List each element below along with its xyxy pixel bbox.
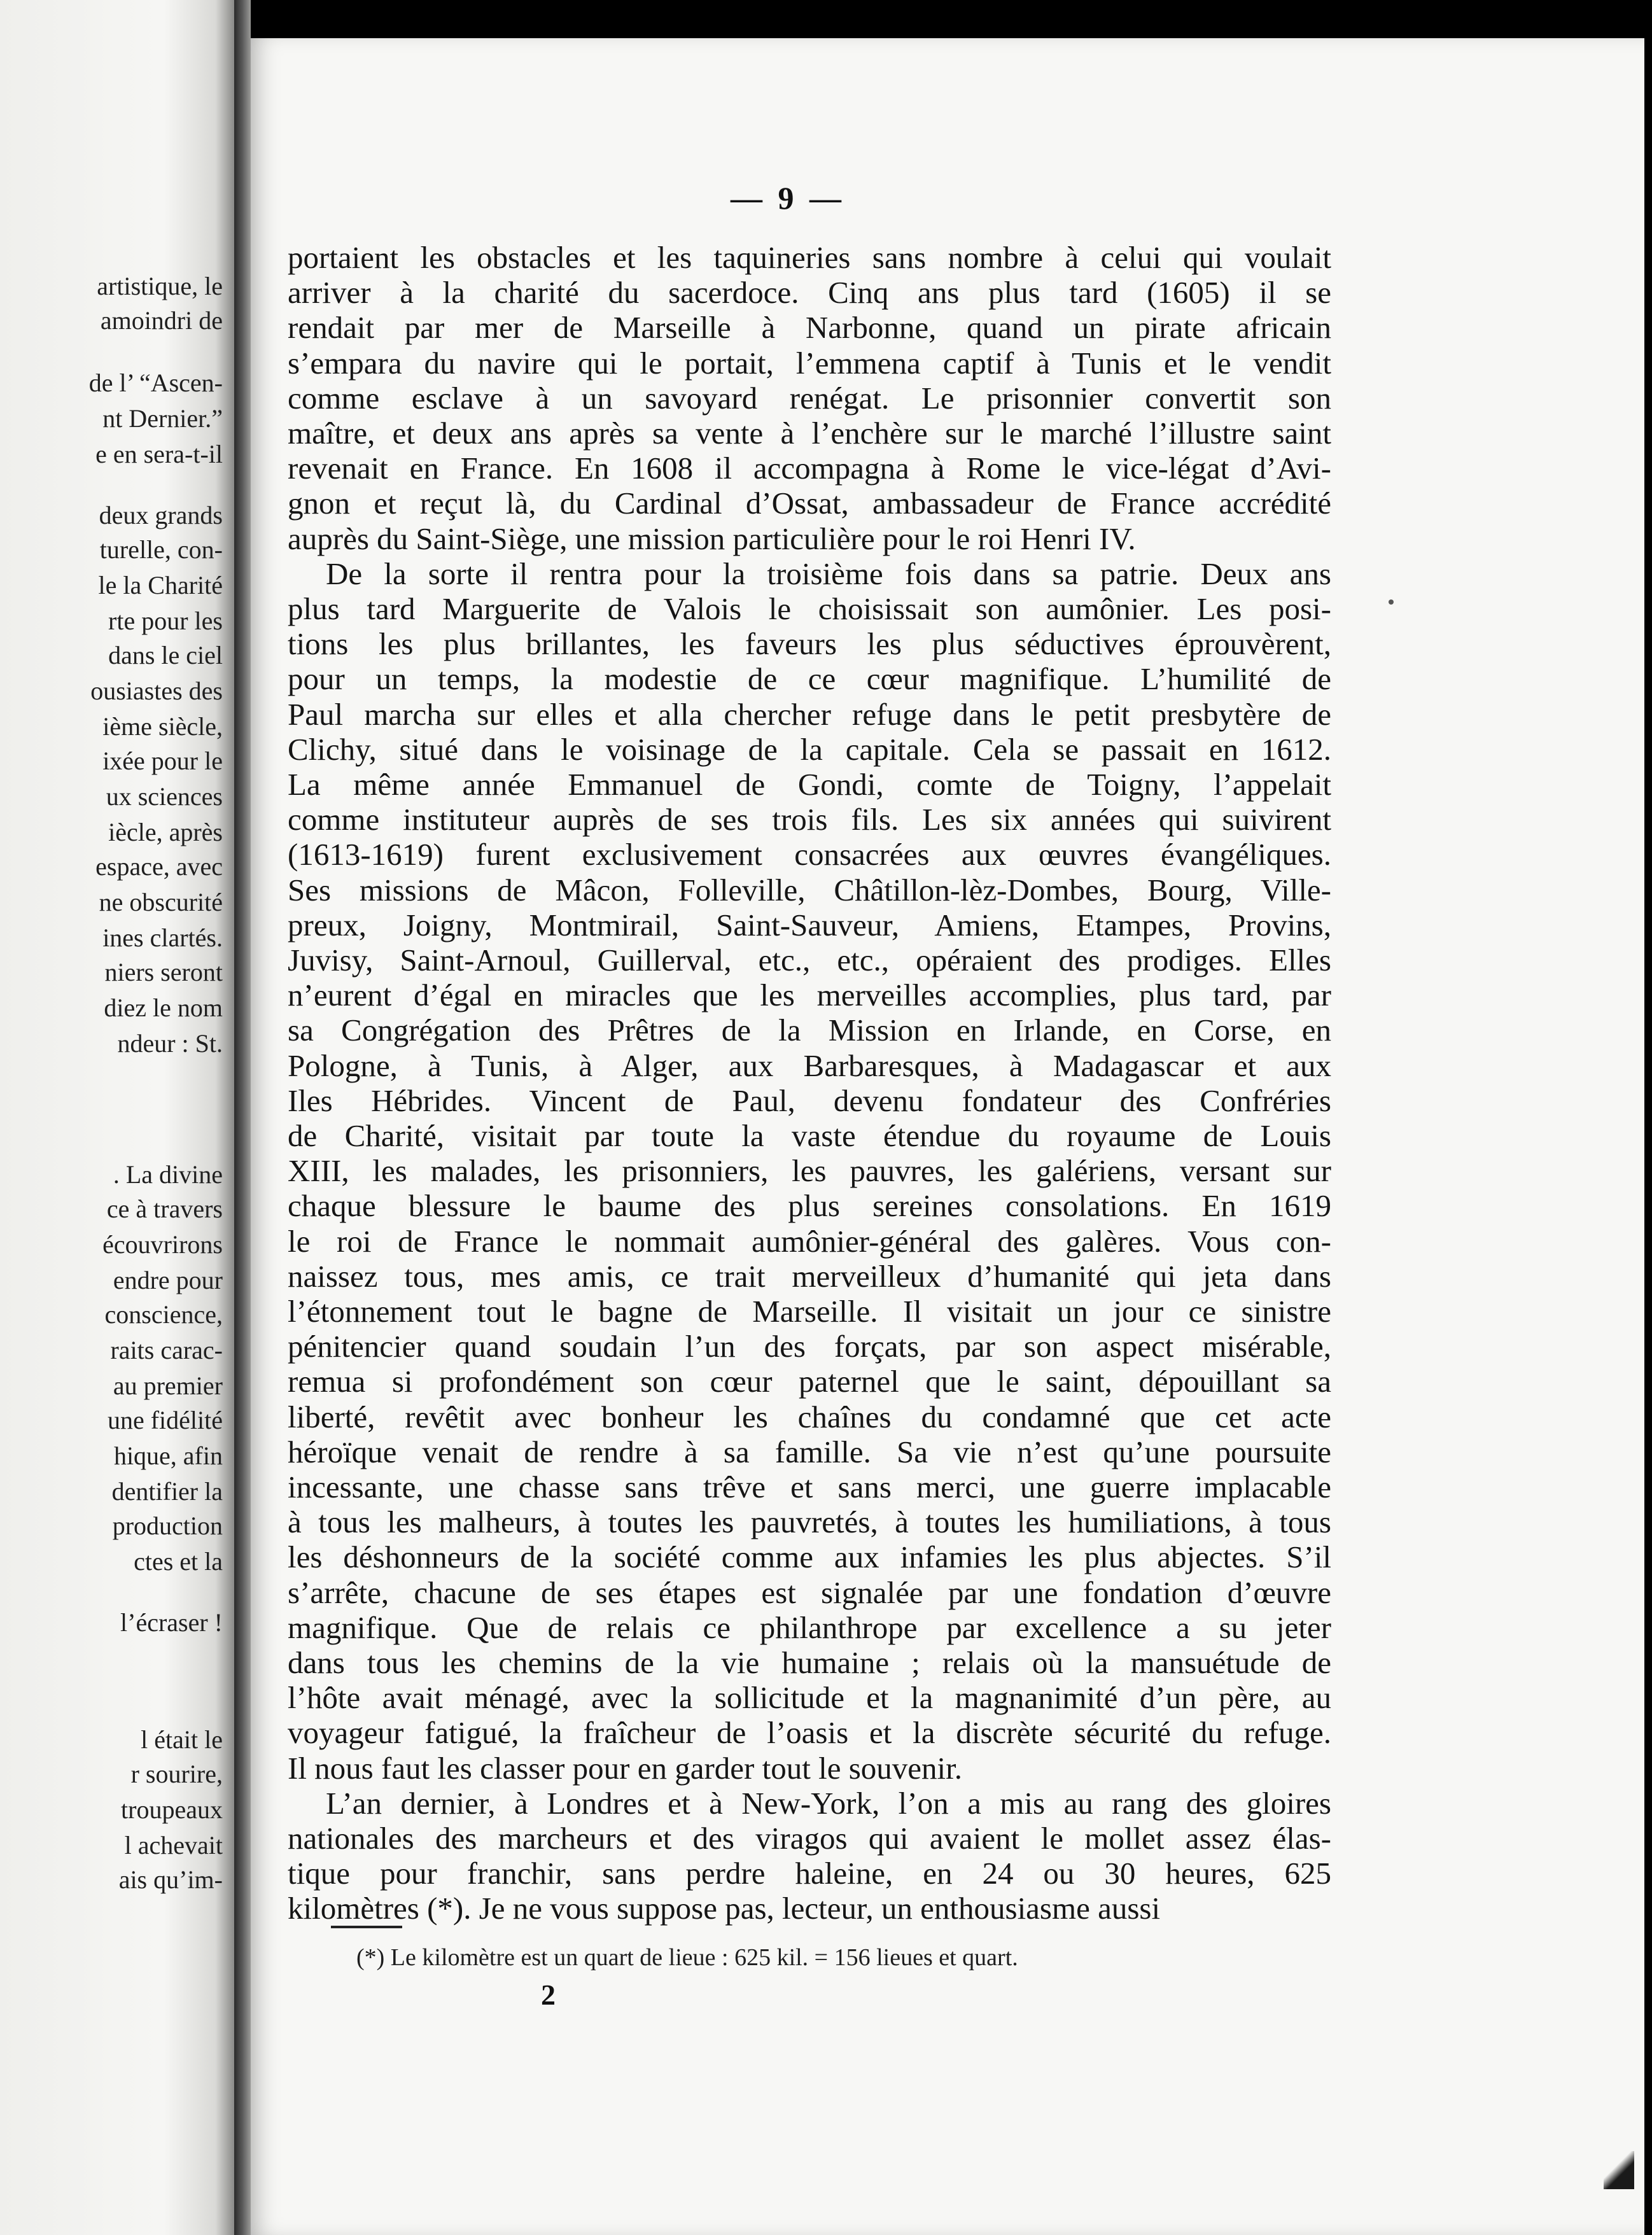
text-line: kilomètres (*). Je ne vous suppose pas, lecteur, un enthousiasme aussi — [288, 1891, 1161, 1926]
text-line: les déshonneurs de la société comme aux infamies les plus abjectes. S’il — [288, 1539, 1331, 1575]
text-line: revenait en France. En 1608 il accompagna à Rome le vice-légat d’Avi- — [288, 451, 1331, 486]
text-line: dans tous les chemins de la vie humaine ; relais où la mansuétude de — [288, 1645, 1331, 1680]
text-line: s’empara du navire qui le portait, l’emmena captif à Tunis et le vendit — [288, 345, 1331, 381]
text-line: s’arrête, chacune de ses étapes est signalée par une fondation d’œuvre — [288, 1574, 1331, 1610]
text-line: nationales des marcheurs et des viragos qui avaient le mollet assez élas- — [288, 1821, 1331, 1856]
text-line: comme instituteur auprès de ses trois fils. Les six années qui suivirent — [288, 802, 1331, 837]
text-line: (1613-1619) furent exclusivement consacrées aux œuvres évangéliques. — [288, 837, 1331, 872]
text-line: Ses missions de Mâcon, Folleville, Châtillon-lèz-Dombes, Bourg, Ville- — [288, 872, 1331, 907]
left-page-line: deux grands — [99, 501, 223, 529]
text-line: naissez tous, mes amis, ce trait merveilleux d’humanité qui jeta dans — [288, 1258, 1331, 1294]
left-page-line: ctes et la — [134, 1547, 223, 1576]
left-page-line: ième siècle, — [102, 712, 223, 741]
text-line: n’eurent d’égal en miracles que les merveilles accomplies, plus tard, par — [288, 977, 1331, 1013]
left-facing-page — [0, 0, 234, 2235]
left-page-line: l achevait — [124, 1831, 223, 1860]
text-line: tique pour franchir, sans perdre haleine, en 24 ou 30 heures, 625 — [288, 1856, 1331, 1891]
left-page-line: raits carac- — [110, 1336, 223, 1364]
page-corner-shadow — [1604, 2151, 1634, 2189]
text-line: magnifique. Que de relais ce philanthrope par excellence a su jeter — [288, 1609, 1331, 1645]
text-line: maître, et deux ans après sa vente à l’enchère sur le marché l’illustre saint — [288, 416, 1331, 451]
text-line: L’an dernier, à Londres et à New-York, l’on a mis au rang des gloires — [326, 1785, 1331, 1821]
text-line: La même année Emmanuel de Gondi, comte de Toigny, l’appelait — [288, 767, 1331, 802]
left-page-line: dans le ciel — [108, 641, 223, 669]
text-line: De la sorte il rentra pour la troisième fois dans sa patrie. Deux ans — [326, 556, 1331, 591]
text-line: Clichy, situé dans le voisinage de la capitale. Cela se passait en 1612. — [288, 731, 1331, 767]
text-line: Il nous faut les classer pour en garder tout le souvenir. — [288, 1750, 963, 1786]
text-line: auprès du Saint-Siège, une mission particulière pour le roi Henri IV. — [288, 521, 1136, 556]
page-number: — 9 — — [731, 180, 845, 216]
left-page-line: ne obscurité — [99, 888, 223, 916]
text-line: gnon et reçut là, du Cardinal d’Ossat, ambassadeur de France accrédité — [288, 486, 1331, 521]
signature-mark: 2 — [541, 1979, 556, 2011]
text-line: incessante, une chasse sans trêve et sans merci, une guerre implacable — [288, 1469, 1331, 1504]
text-line: pénitencier quand soudain l’un des forçats, par son aspect misérable, — [288, 1329, 1331, 1364]
left-page-line: diez le nom — [104, 993, 223, 1022]
left-page-line: ndeur : St. — [117, 1029, 223, 1058]
text-line: plus tard Marguerite de Valois le choisissait son aumônier. Les posi- — [288, 591, 1331, 626]
left-page-line: iècle, après — [108, 818, 223, 846]
left-page-line: au premier — [113, 1371, 223, 1400]
text-line: pour un temps, la modestie de ce cœur magnifique. L’humilité de — [288, 661, 1331, 697]
left-page-line: l était le — [141, 1725, 223, 1754]
left-page-line: ines clartés. — [102, 923, 223, 952]
left-page-line: amoindri de — [100, 306, 223, 335]
text-line: l’étonnement tout le bagne de Marseille. Il visitait un jour ce sinistre — [288, 1294, 1331, 1329]
text-line: chaque blessure le baume des plus sereines consolations. En 1619 — [288, 1188, 1331, 1224]
left-page-line: ousiastes des — [90, 676, 223, 705]
left-page-line: . La divine — [113, 1160, 223, 1189]
left-page-line: nt Dernier.” — [102, 404, 223, 433]
left-page-line: le la Charité — [98, 571, 223, 599]
text-line: arriver à la charité du sacerdoce. Cinq ans plus tard (1605) il se — [288, 275, 1331, 311]
left-page-line: artistique, le — [97, 272, 223, 300]
text-line: l’hôte avait ménagé, avec la sollicitude et la magnanimité d’un père, au — [288, 1680, 1331, 1716]
left-page-line: dentifier la — [111, 1477, 223, 1506]
text-line: à tous les malheurs, à toutes les pauvretés, à toutes les humiliations, à tous — [288, 1504, 1331, 1540]
text-line: de Charité, visitait par toute la vaste étendue du royaume de Louis — [288, 1118, 1331, 1153]
text-line: Paul marcha sur elles et alla chercher refuge dans le petit presbytère de — [288, 696, 1331, 732]
text-line: sa Congrégation des Prêtres de la Mission en Irlande, en Corse, en — [288, 1012, 1331, 1048]
left-page-line: ux sciences — [106, 782, 223, 811]
left-page-line: r sourire, — [130, 1760, 223, 1788]
book-gutter — [234, 0, 251, 2235]
left-page-line: ais qu’im- — [118, 1865, 223, 1894]
text-line: le roi de France le nommait aumônier-général des galères. Vous con- — [288, 1223, 1331, 1259]
text-line: voyageur fatigué, la fraîcheur de l’oasis et la discrète sécurité du refuge. — [288, 1715, 1331, 1751]
left-page-line: l’écraser ! — [120, 1608, 223, 1637]
footnote-rule — [331, 1926, 402, 1928]
left-page-line: niers seront — [104, 958, 223, 986]
text-line: Juvisy, Saint-Arnoul, Guillerval, etc., etc., opéraient des prodiges. Elles — [288, 942, 1331, 977]
left-page-line: ce à travers — [106, 1195, 223, 1223]
text-line: Pologne, à Tunis, à Alger, aux Barbaresques, à Madagascar et aux — [288, 1047, 1331, 1083]
left-page-shading — [0, 0, 234, 2235]
left-page-line: hique, afin — [113, 1441, 223, 1470]
text-line: Iles Hébrides. Vincent de Paul, devenu fondateur des Confréries — [288, 1082, 1331, 1118]
left-page-line: espace, avec — [95, 852, 223, 881]
left-page-line: production — [112, 1511, 223, 1540]
left-page-line: endre pour — [113, 1266, 223, 1294]
text-line: comme esclave à un savoyard renégat. Le prisonnier convertit son — [288, 380, 1331, 416]
text-line: portaient les obstacles et les taquineries sans nombre à celui qui voulait — [288, 240, 1331, 275]
text-line: rendait par mer de Marseille à Narbonne, quand un pirate africain — [288, 310, 1331, 346]
left-page-line: turelle, con- — [99, 535, 223, 564]
left-page-line: une fidélité — [107, 1406, 223, 1434]
text-line: tions les plus brillantes, les faveurs les plus séductives éprouvèrent, — [288, 626, 1331, 662]
left-page-line: ixée pour le — [102, 746, 223, 775]
text-line: preux, Joigny, Montmirail, Saint-Sauveur, Amiens, Etampes, Provins, — [288, 907, 1331, 942]
text-line: remua si profondément son cœur paternel que le saint, dépouillant sa — [288, 1364, 1331, 1399]
text-line: héroïque venait de rendre à sa famille. Sa vie n’est qu’une poursuite — [288, 1434, 1331, 1469]
footnote: (*) Le kilomètre est un quart de lieue : 625 kil. = 156 lieues et quart. — [356, 1944, 1018, 1971]
left-page-line: de l’ “Ascen- — [88, 368, 223, 397]
text-line: liberté, revêtit avec bonheur les chaînes du condamné que cet acte — [288, 1399, 1331, 1434]
left-page-line: conscience, — [104, 1300, 223, 1329]
left-page-line: troupeaux — [121, 1795, 223, 1824]
left-page-line: rte pour les — [108, 606, 223, 635]
text-line: XIII, les malades, les prisonniers, les pauvres, les galériens, versant sur — [288, 1153, 1331, 1189]
left-page-line: e en sera-t-il — [95, 440, 223, 468]
left-page-line: écouvrirons — [102, 1230, 223, 1259]
ink-spot — [1389, 599, 1394, 605]
